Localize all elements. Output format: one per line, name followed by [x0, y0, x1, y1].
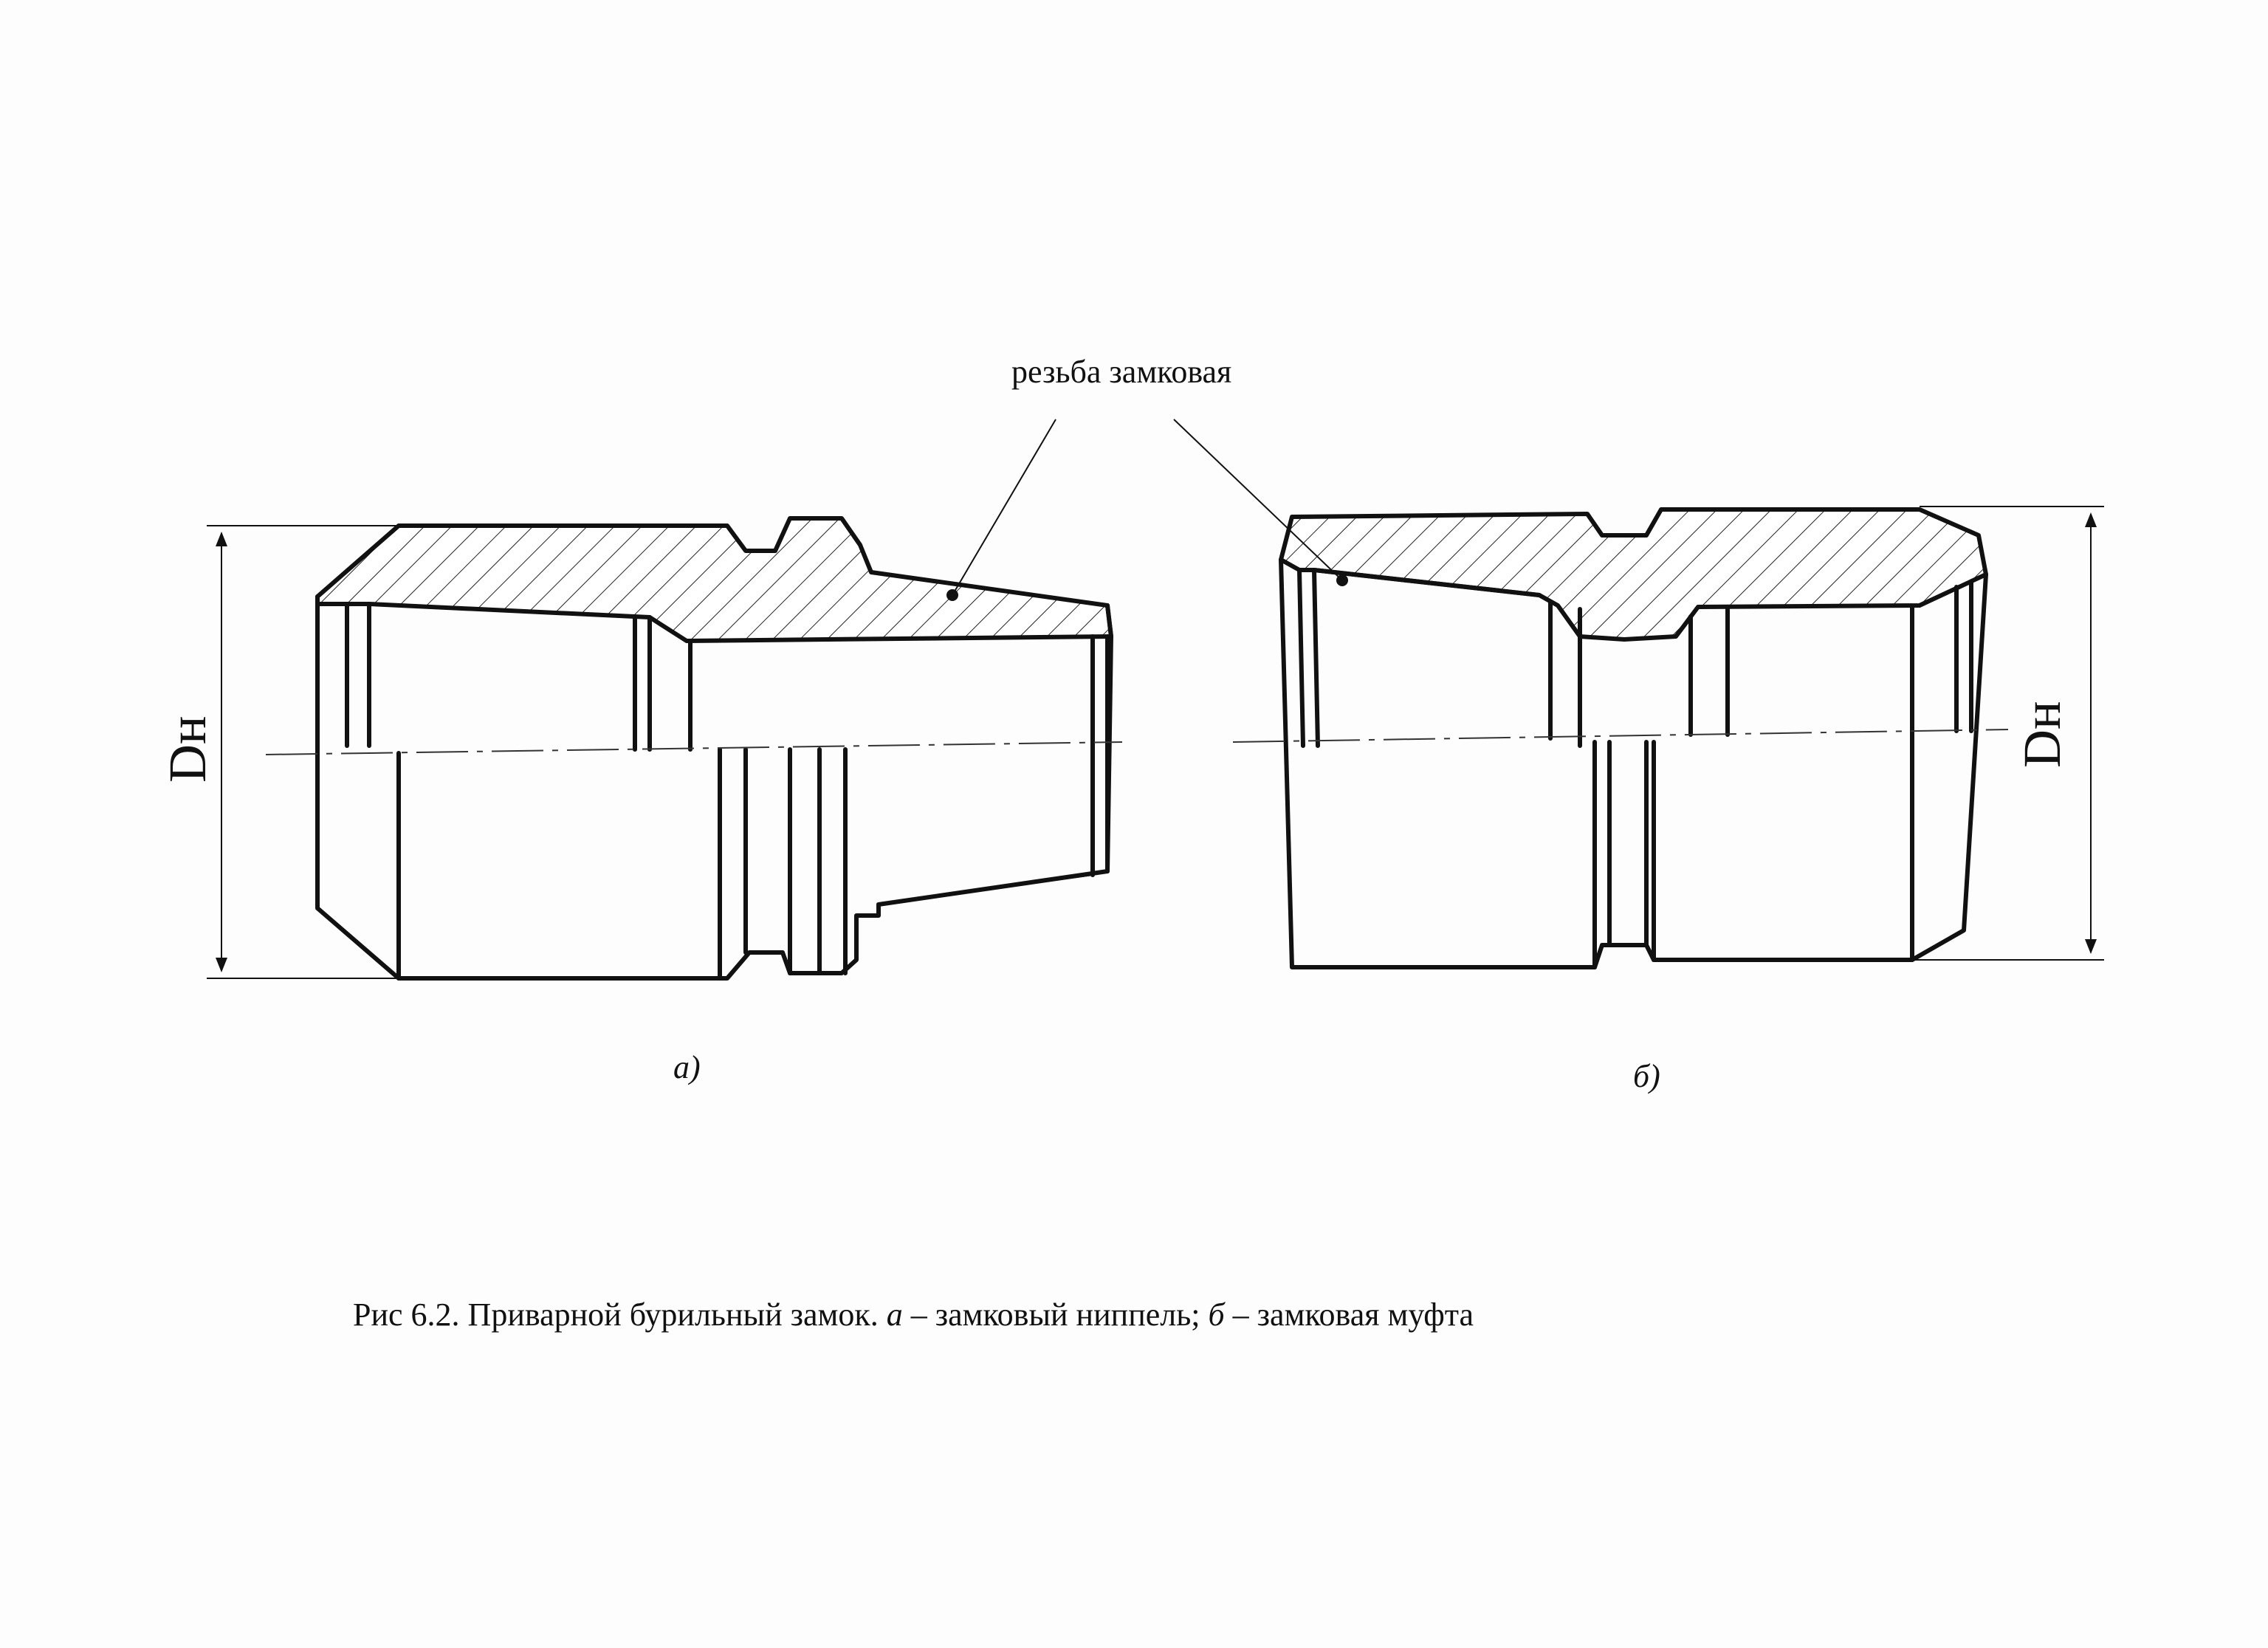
axis-line-left — [266, 742, 1122, 755]
label-b: б) — [1633, 1058, 1660, 1094]
dimension-left-label: Dн — [158, 715, 217, 783]
nipple-outline — [317, 597, 1111, 978]
caption-a-text: – замковый ниппель; — [902, 1297, 1209, 1333]
caption-a-letter: а — [886, 1297, 903, 1333]
nipple-part — [317, 518, 1111, 978]
caption-b-text: – замковая муфта — [1224, 1297, 1474, 1333]
label-a: а) — [673, 1049, 701, 1085]
axis-line-right — [1233, 729, 2008, 742]
caption-prefix: Рис 6.2. Приварной бурильный замок. — [353, 1297, 887, 1333]
dimension-right-label: Dн — [2013, 701, 2072, 768]
nipple-section — [317, 518, 1111, 641]
coupling-line — [1299, 570, 1303, 746]
coupling-line — [1314, 570, 1318, 746]
leader-line-left — [952, 419, 1056, 595]
leader-line-right — [1174, 419, 1342, 580]
coupling-section — [1281, 509, 1986, 639]
figure-caption — [353, 1297, 1474, 1333]
caption-b-letter: б — [1208, 1297, 1225, 1333]
nipple-thread-line — [879, 875, 1093, 904]
thread-label: резьба замковая — [1011, 354, 1232, 390]
coupling-part — [1281, 509, 1986, 967]
